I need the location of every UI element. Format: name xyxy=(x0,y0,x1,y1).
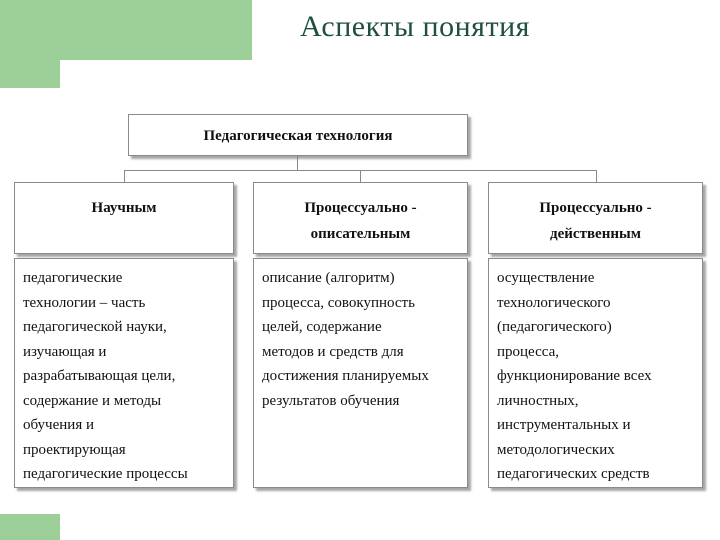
description-line: описание (алгоритм) xyxy=(262,270,395,286)
connector-col-1 xyxy=(124,170,125,182)
description-line: педагогические процессы xyxy=(23,466,188,482)
description-line: проектирующая xyxy=(23,441,126,458)
connector-root xyxy=(297,156,298,170)
description-line: технологии – часть xyxy=(23,294,146,311)
description-line: процесса, совокупность xyxy=(262,294,415,311)
heading-line: Научным xyxy=(91,200,157,216)
description-line: методов и средств для xyxy=(262,343,404,360)
root-node-label: Педагогическая технология xyxy=(203,128,393,144)
description-line: (педагогического) xyxy=(497,319,612,335)
description-line: целей, содержание xyxy=(262,319,382,335)
decor-corner-cutout xyxy=(60,60,100,100)
description-line: достижения планируемых xyxy=(262,368,429,384)
description-process-active xyxy=(488,258,703,488)
heading-scientific xyxy=(14,182,234,254)
description-line: процесса, xyxy=(497,343,559,360)
heading-process-descriptive xyxy=(253,182,468,254)
description-line: содержание и методы xyxy=(23,392,162,409)
slide-title: Аспекты понятия xyxy=(300,10,530,43)
heading-process-active xyxy=(488,182,703,254)
root-node xyxy=(128,114,468,156)
description-line: инструментальных и xyxy=(497,417,631,433)
description-line: технологического xyxy=(497,294,611,311)
heading-line: Процессуально - xyxy=(539,200,652,216)
description-line: изучающая и xyxy=(23,343,107,360)
description-line: педагогических средств xyxy=(497,466,650,482)
description-line: обучения и xyxy=(23,417,94,433)
heading-line: Процессуально - xyxy=(304,200,417,216)
connector-col-2 xyxy=(360,170,361,182)
heading-line: описательным xyxy=(310,226,411,242)
description-line: педагогические xyxy=(23,270,123,286)
description-line: функционирование всех xyxy=(497,368,652,384)
description-line: результатов обучения xyxy=(262,392,400,409)
description-scientific xyxy=(14,258,234,488)
description-line: разрабатывающая цели, xyxy=(23,368,176,384)
heading-line: действенным xyxy=(550,226,641,242)
description-process-descriptive xyxy=(253,258,468,488)
description-line: личностных, xyxy=(497,392,579,409)
description-line: осуществление xyxy=(497,270,595,286)
description-line: методологических xyxy=(497,441,615,458)
description-line: педагогической науки, xyxy=(23,319,167,335)
decor-green-block-side xyxy=(0,0,60,88)
decor-green-block-bottom xyxy=(0,514,60,540)
connector-col-3 xyxy=(596,170,597,182)
